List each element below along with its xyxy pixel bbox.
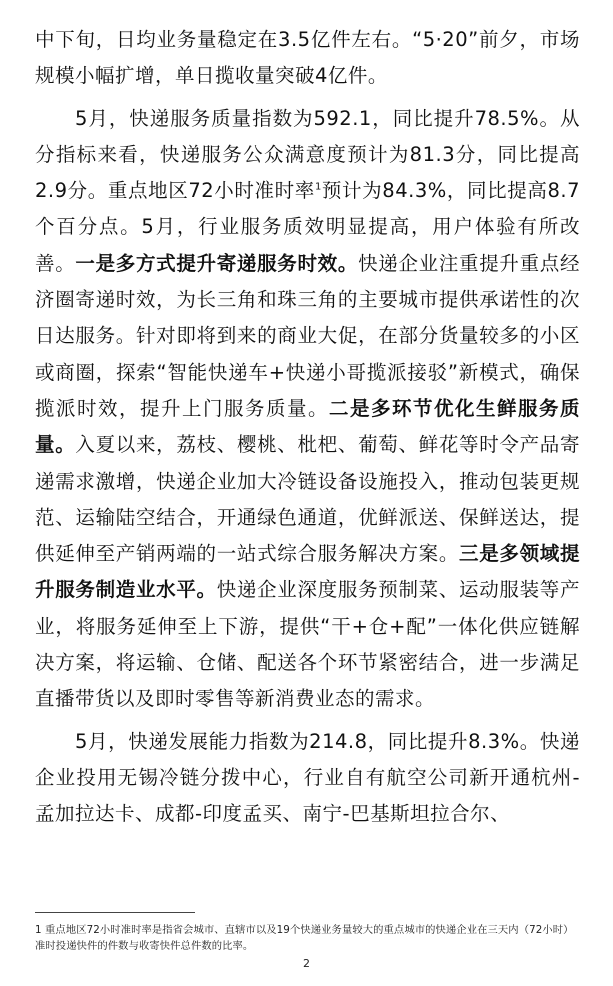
paragraph-text: 预计为84.3%，同比提高8.7个百分点。5月，行业服务质效明显提高，用户体验有所改善。 [35, 179, 581, 275]
footnote-divider [35, 912, 195, 913]
paragraph-development-capacity [35, 724, 580, 833]
bold-point-three: 三是多领域提升服务制造业水平。 [35, 542, 580, 602]
paragraph-text: 5月，快递服务质量指数为592.1，同比提升78.5%。从分指标来看，快递服务公众满意度预计为81.3分，同比提高2.9分。重点地区72小时准时率 [35, 106, 580, 203]
paragraph-text: 5月，快递发展能力指数为214.8，同比提升8.3%。快递企业投用无锡冷链分拨中心，行业自有航空公司新开通杭州-孟加拉达卡、成都-印度孟买、南宁-巴基斯坦拉合尔、 [35, 729, 580, 826]
footnote [35, 922, 583, 954]
bold-point-two: 二是多环节优化生鲜服务质量。 [35, 396, 580, 457]
bold-point-one: 一是多方式提升寄递服务时效。 [75, 251, 359, 275]
page-number: 2 [303, 957, 310, 970]
paragraph-service-quality [35, 101, 580, 718]
paragraph-continuation [35, 22, 580, 95]
paragraph-text: 中下旬，日均业务量稳定在3.5亿件左右。“5·20”前夕，市场规模小幅扩增，单日揽收量突破4亿件。 [35, 28, 580, 88]
paragraph-text: 快递企业深度服务预制菜、运动服装等产业，将服务延伸至上下游，提供“干+仓+配”一体化供应链解决方案，将运输、仓储、配送各个环节紧密结合，进一步满足直播带货以及即时零售等新消费业态的需求。 [35, 578, 580, 711]
footnote-reference: 1 [314, 181, 322, 193]
body-text [35, 22, 580, 839]
footnote-text: 1 重点地区72小时准时率是指省会城市、直辖市以及19个快递业务量较大的重点城市的快递企业在三天内（72小时）准时投递快件的件数与收寄快件总件数的比率。 [35, 924, 574, 952]
paragraph-text: 快递企业注重提升重点经济圈寄递时效，为长三角和珠三角的主要城市提供承诺性的次日达服务。针对即将到来的商业大促，在部分货量较多的小区或商圈，探索“智能快递车+快递小哥揽派接驳”新模式，确保揽派时效，提升上门服务质量。 [35, 251, 580, 420]
paragraph-text: 入夏以来，荔枝、樱桃、枇杷、葡萄、鲜花等时令产品寄递需求激增，快递企业加大冷链设备设施投入，推动包装更规范、运输陆空结合，开通绿色通道，优鲜派送、保鲜送达，提供延伸至产销两端的一站式综合服务解决方案。 [35, 433, 580, 566]
